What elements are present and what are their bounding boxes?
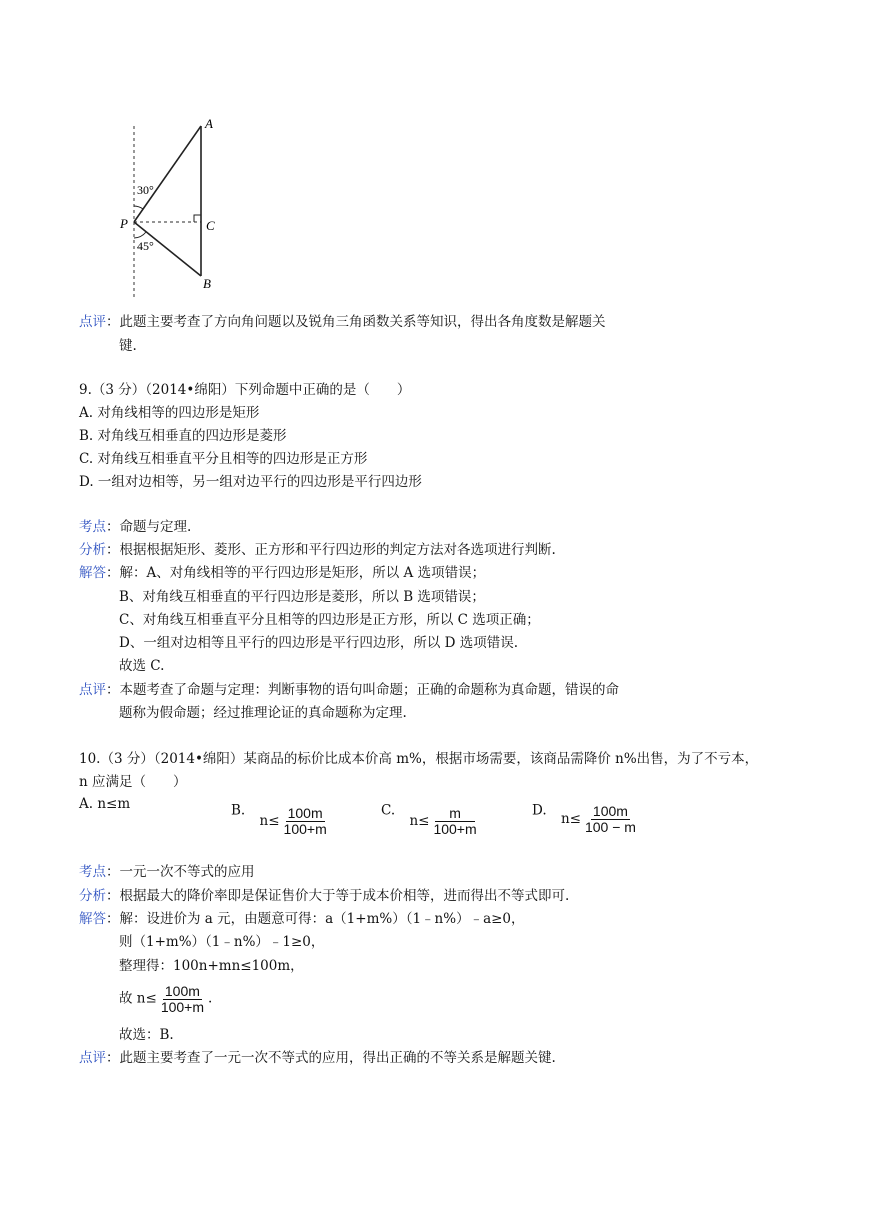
q10-stem-line1: 10.（3 分）（2014•绵阳）某商品的标价比成本价高 m%，根据市场需要，该商品需降价 n%出售，为了不亏本， [79,751,759,767]
q10-jieda-line3: 整理得：100n+mn≤100m， [119,958,304,974]
q10-option-c: C. n≤ $\frac{m}{100+m}$ [381,802,477,837]
pa-line [134,126,201,222]
fraction: $\frac{m}{100+m}$ [433,805,477,837]
q10-kaodian: 考点：一元一次不等式的应用 [79,864,255,880]
q9-dianping-line2: 题称为假命题；经过推理论证的真命题称为定理. [119,705,407,721]
direction-angle-figure [108,108,238,308]
q9-option-a: A. 对角线相等的四边形是矩形 [79,405,260,421]
q10-dianping: 点评：此题主要考查了一元一次不等式的应用，得出正确的不等关系是解题关键. [79,1050,556,1066]
q10-option-a: A. n≤m [79,796,131,812]
q10-option-b: B. n≤ $\frac{100m}{100+m}$ [231,802,327,837]
label-b: B [203,276,211,291]
label-a: A [205,116,213,131]
q9-jieda-line1: 解答：解：A、对角线相等的平行四边形是矩形，所以 A 选项错误； [79,565,486,581]
q9-stem: 9.（3 分）（2014•绵阳）下列命题中正确的是（ ） [79,382,411,398]
q10-jieda-line2: 则（1+m%）（1﹣n%）﹣1≥0， [119,934,325,950]
q10-fenxi: 分析：根据最大的降价率即是保证售价大于等于成本价相等，进而得出不等式即可. [79,888,570,904]
q9-jieda-line4: D、一组对边相等且平行的四边形是平行四边形，所以 D 选项错误. [119,635,519,651]
q10-jieda-line4: 故 n≤ $\frac{100m}{100+m}$ . [119,983,213,1015]
q9-option-c: C. 对角线互相垂直平分且相等的四边形是正方形 [79,451,368,467]
fraction: $\frac{100m}{100 - m}$ [584,803,636,835]
fraction: $\frac{100m}{100+m}$ [283,805,327,837]
right-angle-mark [194,215,201,222]
q9-jieda-line2: B、对角线互相垂直的平行四边形是菱形，所以 B 选项错误； [119,589,485,605]
fraction: $\frac{100m}{100+m}$ [160,983,205,1015]
angle-arc-top [134,206,143,209]
angle-arc-bottom [134,232,146,238]
label-c: C [206,218,215,233]
label-p: P [120,216,128,231]
q10-stem-line2: n 应满足（ ） [79,774,187,790]
q9-dianping-line1: 点评：本题考查了命题与定理：判断事物的语句叫命题；正确的命题称为真命题，错误的命 [79,682,619,698]
q8-comment-line1: 点评：此题主要考查了方向角问题以及锐角三角函数关系等知识，得出各角度数是解题关 [79,314,606,330]
q10-jieda-line5: 故选：B. [119,1027,174,1043]
q9-fenxi: 分析：根据根据矩形、菱形、正方形和平行四边形的判定方法对各选项进行判断. [79,542,556,558]
angle-30-label: 30° [137,183,154,197]
q9-jieda-line3: C、对角线互相垂直平分且相等的四边形是正方形，所以 C 选项正确； [119,612,540,628]
q9-option-b: B. 对角线互相垂直的四边形是菱形 [79,428,287,444]
q9-option-d: D. 一组对边相等，另一组对边平行的四边形是平行四边形 [79,474,422,490]
comment-label: 点评 [79,314,106,330]
q8-comment-line2: 键. [119,338,137,354]
q10-jieda-line1: 解答：解：设进价为 a 元，由题意可得：a（1+m%）（1﹣n%）﹣a≥0， [79,911,525,927]
q9-kaodian: 考点：命题与定理. [79,519,192,535]
q10-option-d: D. n≤ $\frac{100m}{100 - m}$ [532,802,636,835]
angle-45-label: 45° [137,239,154,253]
q9-jieda-line5: 故选 C. [119,658,165,674]
